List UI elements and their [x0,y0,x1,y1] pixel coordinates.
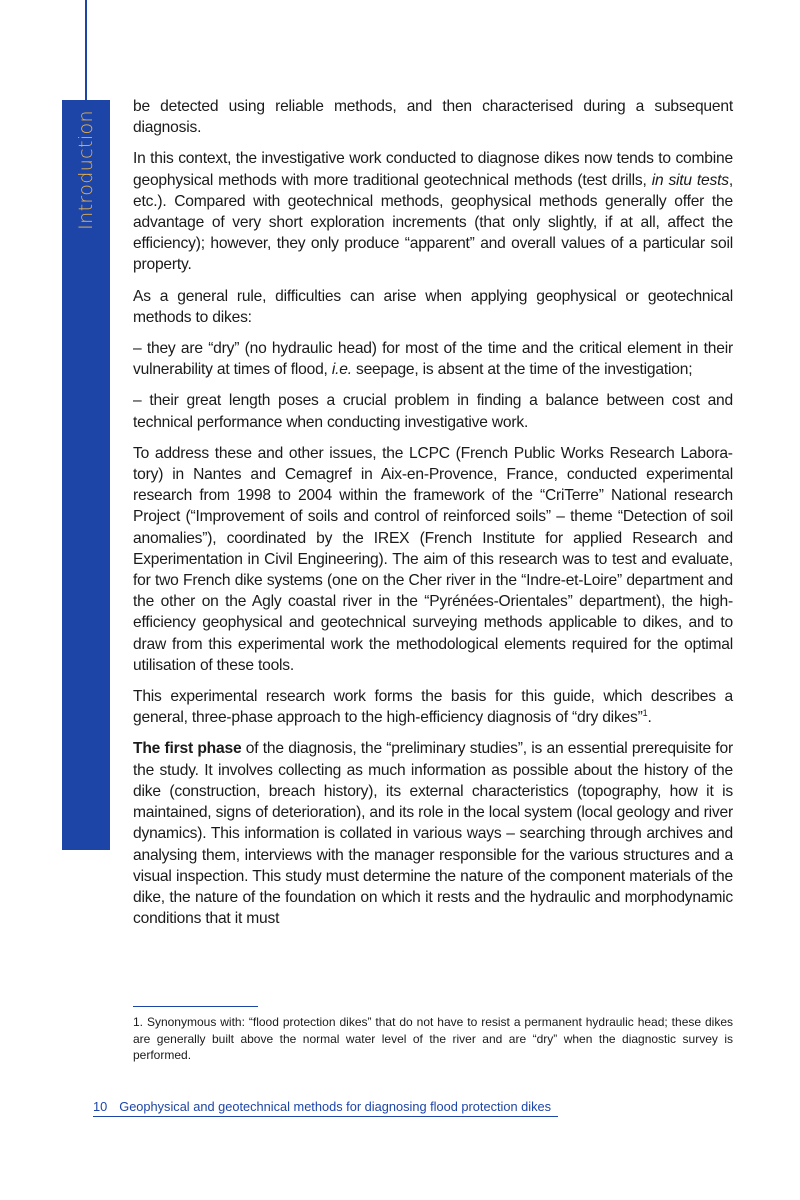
margin-rule [85,0,87,100]
chapter-tab-label: Introduction [75,109,97,230]
page-footer [93,1098,558,1117]
text-run: seepage, is absent at the time of the investigation; [351,361,693,379]
paragraph-6 [133,443,733,676]
text-run: i.e. [331,361,352,379]
text-run: This experimental research work forms the basis for this guide, which describes a general, three-phase approach to the high-efficiency diagnosis of “dry dikes” [133,688,733,727]
text-run: be detected using reliable methods, and then characterised during a subsequent diagnosis. [133,98,733,137]
text-run: of the diagnosis, the “preliminary studies”, is an essential prerequisite for the study. It involves collecting as much information as possible about the history of the dike (construction, breach history), its external characteristics (topography, how it is maintained, signs of deterioration), and its role in the local system (local geology and river dynamics). This information is collated in various ways – searching through archives and analysing them, interviews with the manager responsible for the various structures and a visual inspection. This study must determine the nature of the component materials of the dike, the nature of the foundation on which it rests and the hydraulic and morphodynamic conditions that it must [133,740,733,928]
text-run: in situ tests [651,171,729,189]
body-text [133,96,733,939]
text-run: , etc.). Compared with geotechnical methods, geophysical methods generally offer the advantage of very short exploration increments (that only slightly, if at all, affect the efficiency); however, they only produce “apparent” and overall values of a particular soil property. [133,171,733,274]
paragraph-5 [133,390,733,432]
paragraph-3 [133,286,733,328]
text-run: As a general rule, difficulties can arise when applying geophysical or geotechnical methods to dikes: [133,287,733,326]
text-run: The first phase [133,740,242,758]
paragraph-2 [133,148,733,275]
paragraph-1 [133,96,733,138]
text-run: To address these and other issues, the LCPC (French Public Works Research Laboratory) in Nantes and Cemagref in Aix-en-Provence, France, conducted experimental research from 1998 to 2004 within the framework of the “CriTerre” National research Project (“Improvement of soils and control of reinforced soils” – theme “Detection of soil anomalies”), coordinated by the IREX (French Institute for applied Research and Experimentation in Civil Engineering). The aim of this research was to test and evaluate, for two French dike systems (one on the Cher river in the “Indre-et-Loire” department and the other on the Agly coastal river in the “Pyrénées-Orientales” department), the high-efficiency geophysical and geotechnical surveying methods applicable to dikes, and to draw from this experimental work the methodological elements required for the optimal utilisation of these tools. [133,444,733,674]
running-title: Geophysical and geotechnical methods for diagnosing flood protection dikes [119,1099,552,1114]
chapter-tab [64,109,108,230]
text-run: In this context, the investigative work conducted to diagnose dikes now tends to combine geophysical methods with more traditional geotechnical methods (test drills, [133,150,733,189]
paragraph-4 [133,338,733,380]
footnote: 1. Synonymous with: “flood protection dikes” that do not have to resist a permanent hydraulic head; these dikes are generally built above the normal water level of the river and are “dry” when the diagnostic survey is performed. [133,1015,733,1062]
footnote-marker: 1 [642,708,648,719]
text-run: – their great length poses a crucial problem in finding a balance between cost and technical performance when conducting investigative work. [133,392,733,431]
text-run: . [647,709,652,727]
text-run: – they are “dry” (no hydraulic head) for most of the time and the critical element in their vulnerability at times of flood, [133,340,733,379]
footnote-separator [133,1006,258,1007]
page-number: 10 [93,1099,108,1114]
paragraph-7 [133,686,733,728]
paragraph-8 [133,738,733,929]
